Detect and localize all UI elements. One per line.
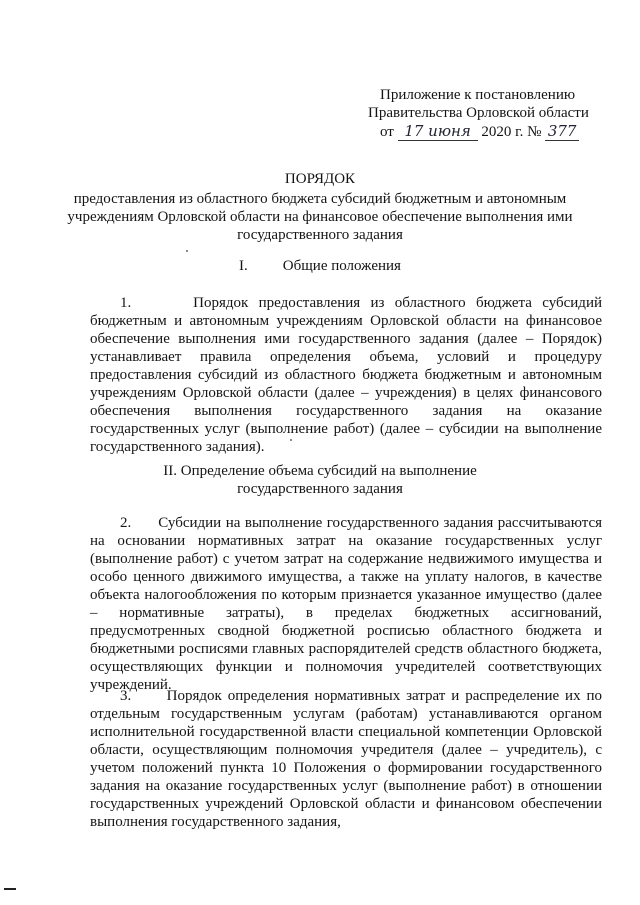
paragraph-1-text: 1. Порядок предоставления из областного бюджета субсидий бюджетным и автономным учреждениям Орловской области на финансовое обеспечение выполнения ими государственного задания (далее – Порядок) устанавливает правила определения объема, условий и процедуру предоставления субсидий из областного бюджета бюджетным и автономным учреждениям Орловской области (далее – учреждения) в целях финансового обеспечения выполнения государственного задания на оказание государственных услуг (выполнение работ) (далее – субсидии на выполнение государственного задания).: [90, 295, 606, 455]
document-subtitle: предоставления из областного бюджета субсидий бюджетным и автономным учреждениям Орловской области на финансовое обеспечение выполнения ими государственного задания: [67, 191, 573, 243]
section-2-heading: [0, 462, 640, 498]
header-from-label: от: [380, 124, 394, 140]
header-line-government: Правительства Орловской области: [368, 105, 589, 121]
scan-speck: [290, 439, 292, 441]
header-line-appendix: Приложение к постановлению: [380, 87, 576, 103]
section-1-heading: [0, 257, 640, 275]
header-year-number-label: 2020 г. №: [481, 124, 542, 140]
section-1-numeral: I.: [239, 258, 248, 274]
approval-header: [360, 86, 610, 141]
scan-speck: [186, 250, 188, 252]
header-line-date-number: [360, 122, 610, 141]
section-1-title: Общие положения: [282, 258, 401, 274]
scan-edge-mark: [4, 888, 16, 890]
paragraph-1: [90, 294, 606, 456]
section-2-title: II. Определение объема субсидий на выполнение государственного задания: [163, 463, 477, 497]
paragraph-2-text: 2. Субсидии на выполнение государственного задания рассчитываются на основании нормативных затрат на оказание государственных услуг (выполнение работ) с учетом затрат на содержание недвижимого имущества и особо ценного движимого имущества, а также на уплату налогов, в качестве объекта налогообложения по которым признается указанное имущество (далее – нормативные затраты), в пределах бюджетных ассигнований, предусмотренных сводной бюджетной росписью областного бюджета и бюджетными росписями главных распорядителей средств областного бюджета, осуществляющих функции и полномочия учредителей соответствующих учреждений.: [90, 515, 606, 693]
document-title: ПОРЯДОК: [284, 171, 356, 187]
paragraph-3: [90, 687, 606, 831]
paragraph-3-text: 3. Порядок определения нормативных затрат и распределение их по отдельным государственным услугам (работам) устанавливаются органом исполнительной государственной власти специальной компетенции Орловской области, осуществляющим полномочия учредителя (далее – учредитель), с учетом положений пункта 10 Положения о формировании государственного задания на оказание государственных услуг (выполнение работ) в отношении государственных учреждений Орловской области и финансовом обеспечении выполнения государственного задания,: [90, 688, 606, 830]
handwritten-number: 377: [545, 122, 579, 141]
paragraph-2: [90, 514, 606, 694]
handwritten-date: 17 июня: [398, 122, 478, 141]
